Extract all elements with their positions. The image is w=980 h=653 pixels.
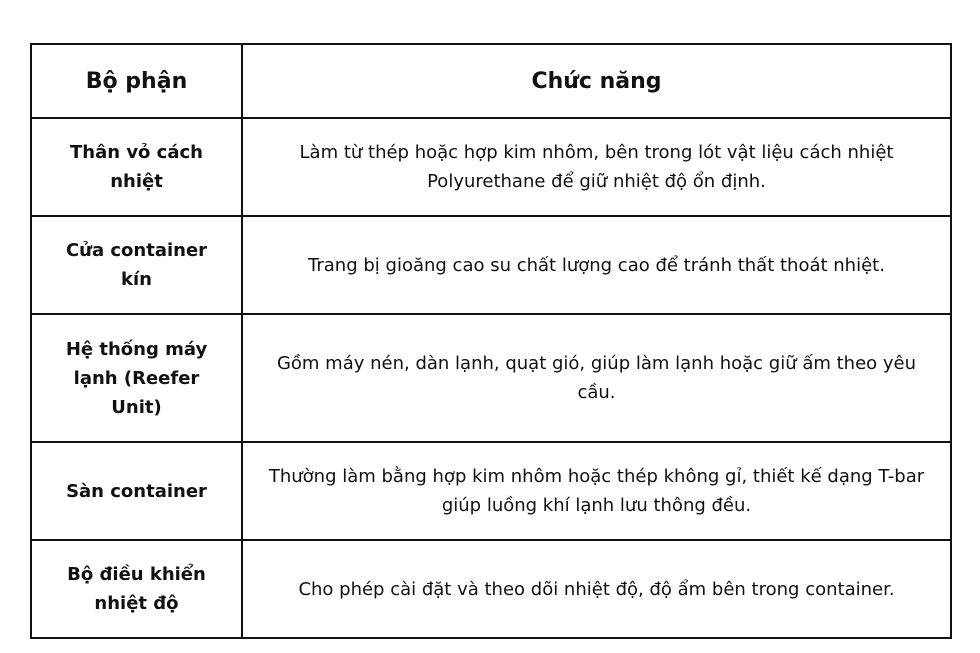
table-row xyxy=(31,314,951,442)
row-function-text: Cho phép cài đặt và theo dõi nhiệt độ, độ ẩm bên trong container. xyxy=(242,540,951,638)
table-row xyxy=(31,540,951,638)
row-part-name: Sàn container xyxy=(31,442,242,540)
header-function: Chức năng xyxy=(242,44,951,118)
row-part-name: Cửa container kín xyxy=(31,216,242,314)
row-function-text: Trang bị gioăng cao su chất lượng cao để tránh thất thoát nhiệt. xyxy=(242,216,951,314)
row-part-name: Hệ thống máy lạnh (Reefer Unit) xyxy=(31,314,242,442)
row-function-text: Gồm máy nén, dàn lạnh, quạt gió, giúp làm lạnh hoặc giữ ấm theo yêu cầu. xyxy=(242,314,951,442)
row-function-text: Làm từ thép hoặc hợp kim nhôm, bên trong lót vật liệu cách nhiệt Polyurethane để giữ nhiệt độ ổn định. xyxy=(242,118,951,216)
table-row xyxy=(31,216,951,314)
header-part: Bộ phận xyxy=(31,44,242,118)
table-row xyxy=(31,442,951,540)
table-row xyxy=(31,118,951,216)
row-part-name: Thân vỏ cách nhiệt xyxy=(31,118,242,216)
table-header-row xyxy=(31,44,951,118)
components-table xyxy=(30,43,952,639)
row-part-name: Bộ điều khiển nhiệt độ xyxy=(31,540,242,638)
row-function-text: Thường làm bằng hợp kim nhôm hoặc thép không gỉ, thiết kế dạng T-bar giúp luồng khí lạnh lưu thông đều. xyxy=(242,442,951,540)
